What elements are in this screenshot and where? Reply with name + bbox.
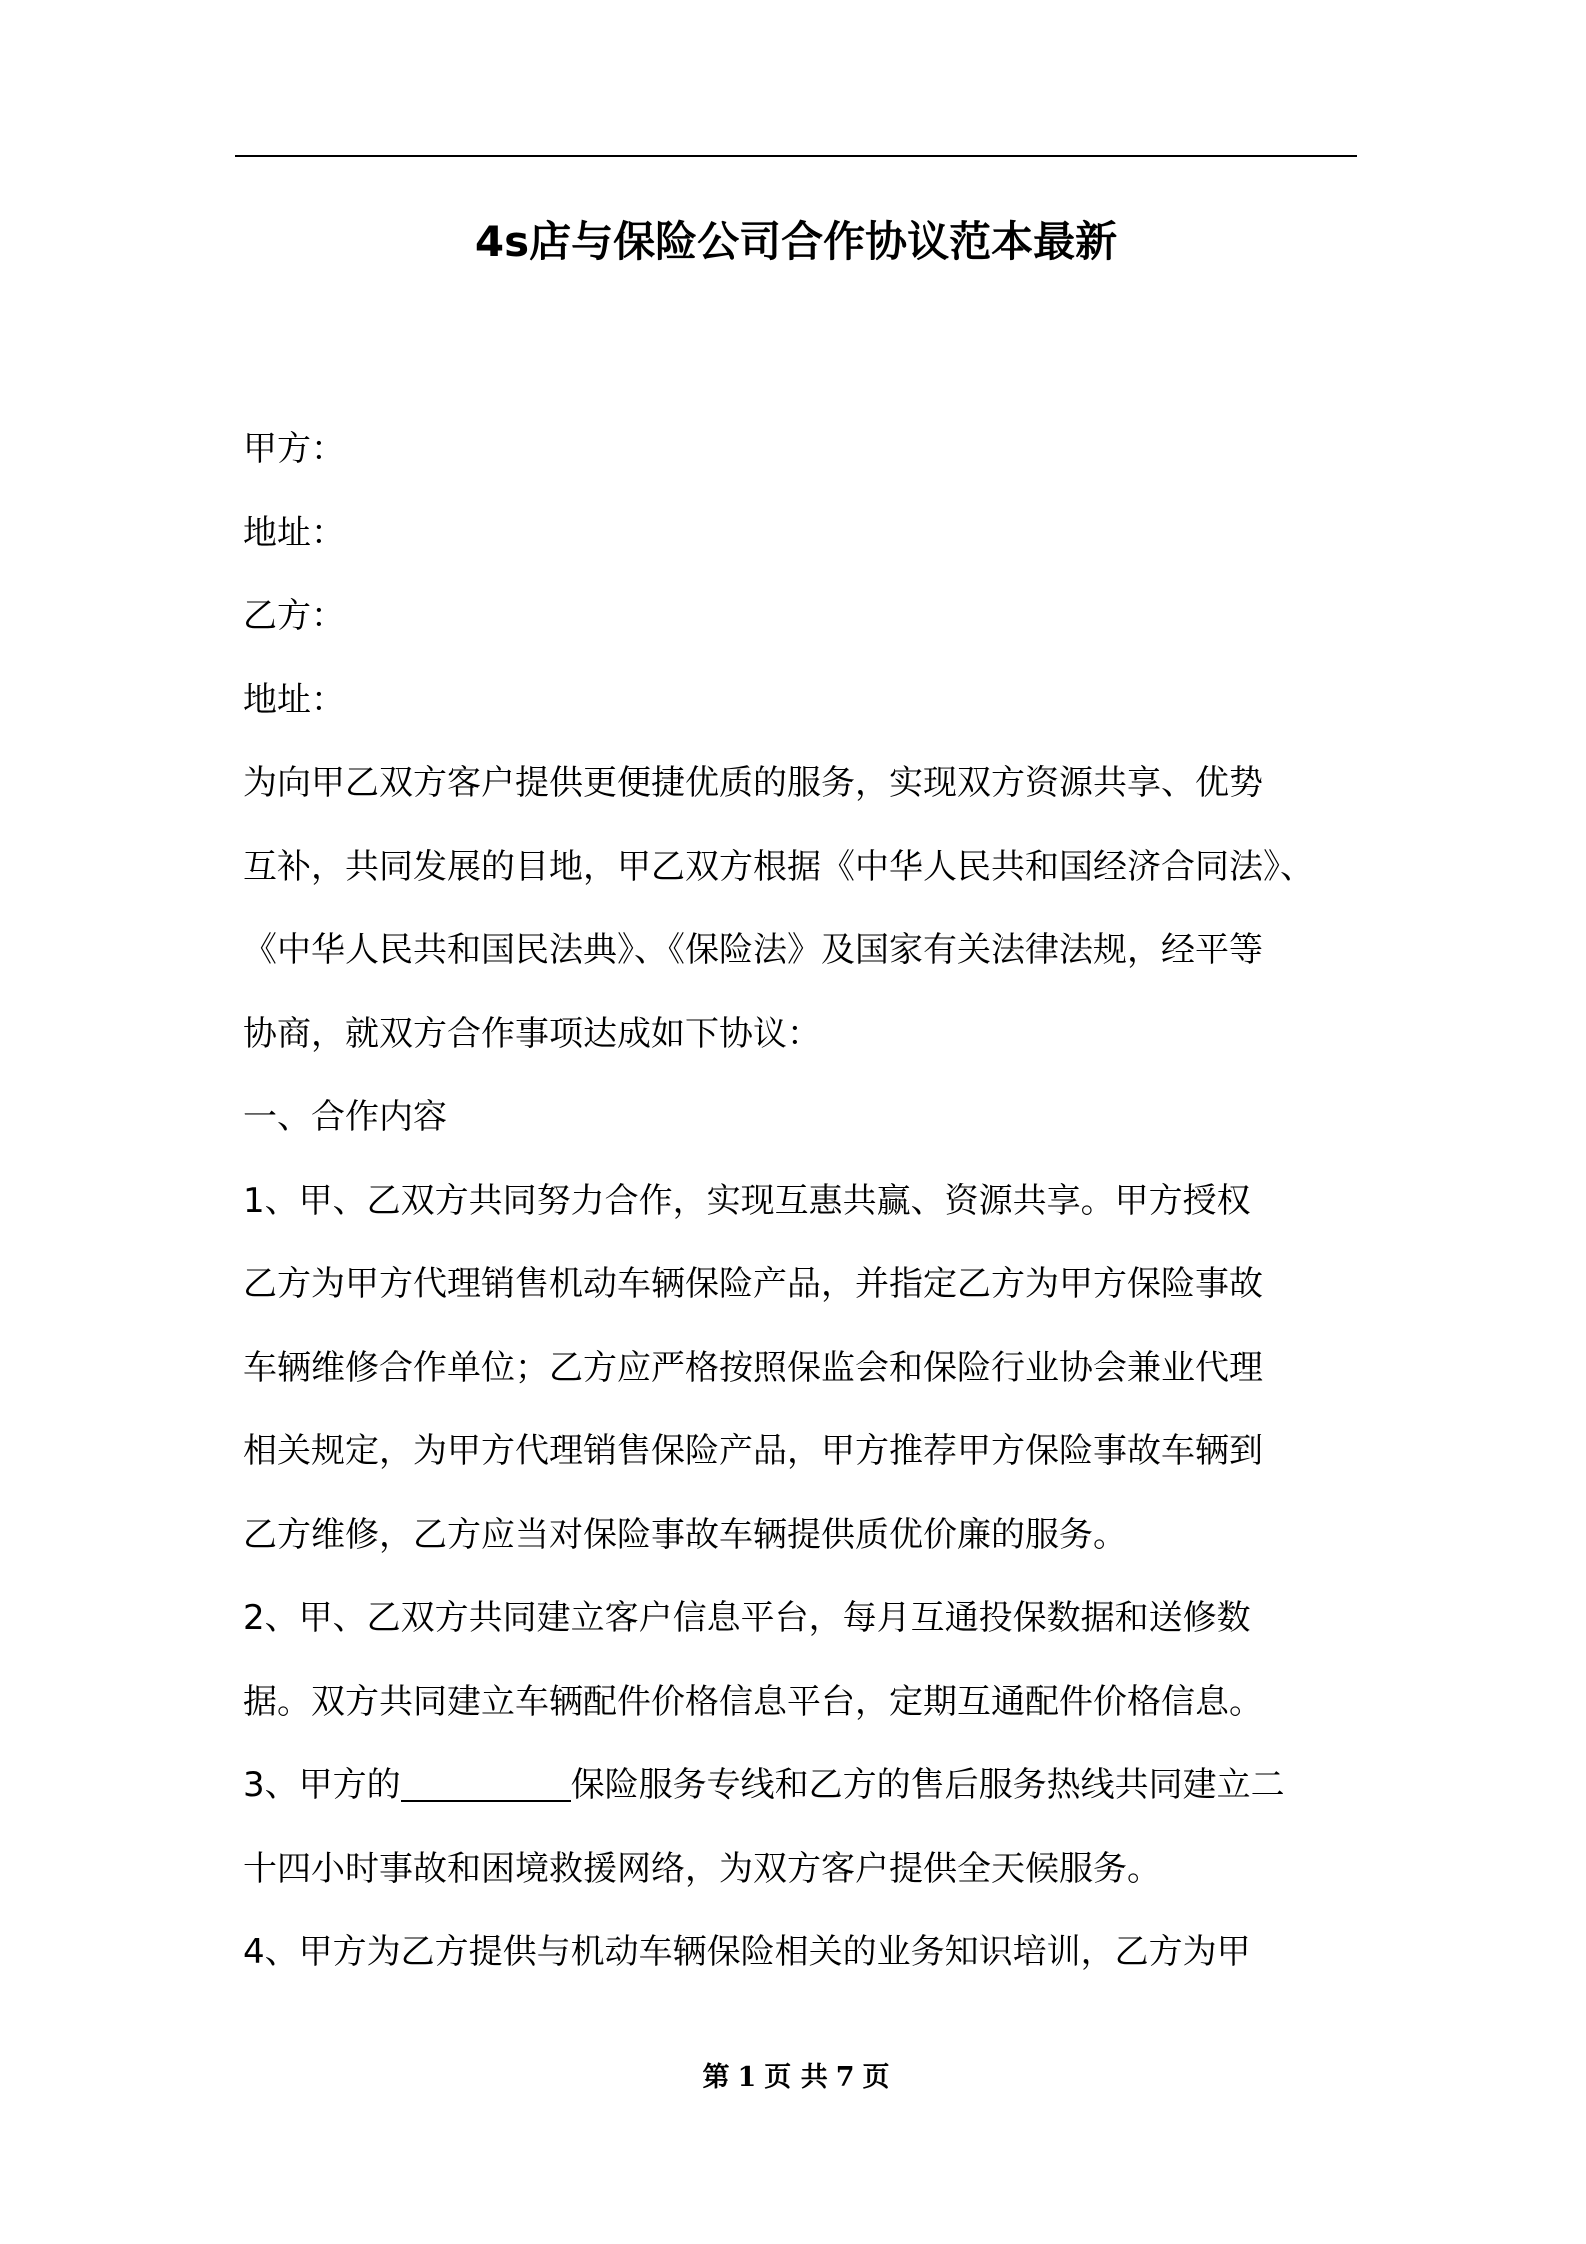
preamble-line: 协商，就双方合作事项达成如下协议： xyxy=(243,1013,821,1054)
clause-1-line: 车辆维修合作单位；乙方应严格按照保监会和保险行业协会兼业代理 xyxy=(243,1347,1263,1388)
clause-4-line: 4、甲方为乙方提供与机动车辆保险相关的业务知识培训，乙方为甲 xyxy=(243,1932,1251,1972)
clause-2-line: 据。双方共同建立车辆配件价格信息平台，定期互通配件价格信息。 xyxy=(243,1681,1263,1722)
footer-suffix: 页 xyxy=(862,2062,890,2093)
clause-1-line: 乙方维修，乙方应当对保险事故车辆提供质优价廉的服务。 xyxy=(243,1514,1127,1555)
footer-prefix: 第 xyxy=(702,2062,730,2093)
document-title: 4s店与保险公司合作协议范本最新 xyxy=(474,217,1118,266)
clause-3-prefix: 3、甲方的 xyxy=(243,1765,401,1805)
party-a-address-field: 地址： xyxy=(243,512,345,553)
clause-1-line: 1、甲、乙双方共同努力合作，实现互惠共赢、资源共享。甲方授权 xyxy=(243,1180,1251,1221)
document-body xyxy=(243,408,1357,1995)
footer-page-number: 1 xyxy=(737,2062,757,2093)
fill-in-blank xyxy=(401,1766,571,1802)
clause-3-line xyxy=(243,1744,1357,1828)
party-b-address-field: 地址： xyxy=(243,679,345,720)
header-rule xyxy=(235,155,1357,157)
preamble-line: 《中华人民共和国民法典》、《保险法》及国家有关法律法规，经平等 xyxy=(243,930,1263,970)
preamble-line: 为向甲乙双方客户提供更便捷优质的服务，实现双方资源共享、优势 xyxy=(243,763,1263,803)
footer-mid: 页 共 xyxy=(764,2062,828,2093)
clause-3-line: 十四小时事故和困境救援网络，为双方客户提供全天候服务。 xyxy=(243,1848,1161,1889)
preamble-line: 互补，共同发展的目地，甲乙双方根据《中华人民共和国经济合同法》、 xyxy=(243,846,1314,887)
clause-2-line: 2、甲、乙双方共同建立客户信息平台，每月互通投保数据和送修数 xyxy=(243,1598,1251,1638)
clause-1-line: 乙方为甲方代理销售机动车辆保险产品，并指定乙方为甲方保险事故 xyxy=(243,1264,1263,1304)
party-b-field: 乙方： xyxy=(243,596,345,636)
clause-3-suffix: 保险服务专线和乙方的售后服务热线共同建立二 xyxy=(570,1765,1285,1805)
footer-page-total: 7 xyxy=(835,2062,855,2093)
section-heading: 一、合作内容 xyxy=(243,1097,447,1137)
page-footer xyxy=(235,2058,1357,2098)
party-a-field: 甲方： xyxy=(243,429,345,469)
clause-1-line: 相关规定，为甲方代理销售保险产品，甲方推荐甲方保险事故车辆到 xyxy=(243,1431,1263,1471)
